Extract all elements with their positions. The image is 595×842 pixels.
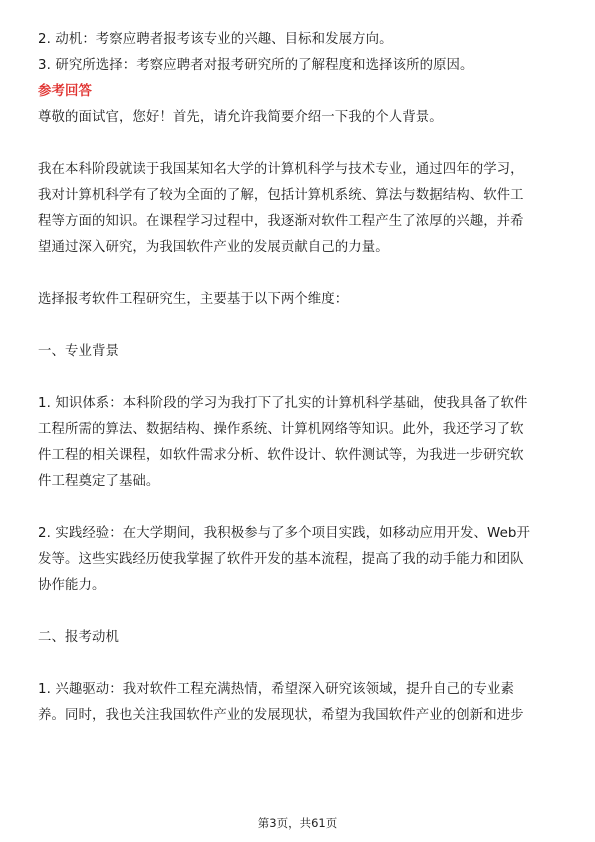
text-line: 我在本科阶段就读于我国某知名大学的计算机科学与技术专业，通过四年的学习，	[38, 162, 524, 177]
text-line: 养。同时，我也关注我国软件产业的发展现状，希望为我国软件产业的创新和进步	[38, 708, 524, 723]
text-line: 1. 兴趣驱动：我对软件工程充满热情，希望深入研究该领域，提升自己的专业素	[38, 682, 515, 697]
text-line: 3. 研究所选择：考察应聘者对报考研究所的了解程度和选择该所的原因。	[38, 58, 474, 73]
paragraph-gap	[38, 365, 558, 391]
text-line: 2. 实践经验：在大学期间，我积极参与了多个项目实践，如移动应用开发、Web开	[38, 526, 531, 541]
text-line: 协作能力。	[38, 578, 106, 593]
text-line: 选择报考软件工程研究生，主要基于以下两个维度：	[38, 292, 349, 307]
text-line: 件工程奠定了基础。	[38, 474, 160, 489]
reference-answer-heading: 参考回答	[38, 84, 92, 99]
text-line: 工程所需的算法、数据结构、操作系统、计算机网络等知识。此外，我还学习了软	[38, 422, 524, 437]
section-heading: 二、报考动机	[38, 630, 119, 645]
text-line: 件工程的相关课程，如软件需求分析、软件设计、软件测试等，为我进一步研究软	[38, 448, 524, 463]
paragraph-gap	[38, 131, 558, 157]
paragraph-gap	[38, 261, 558, 287]
text-line: 望通过深入研究，为我国软件产业的发展贡献自己的力量。	[38, 240, 389, 255]
paragraph-gap	[38, 651, 558, 677]
paragraph-gap	[38, 599, 558, 625]
section-heading: 一、专业背景	[38, 344, 119, 359]
text-line: 尊敬的面试官，您好！首先，请允许我简要介绍一下我的个人背景。	[38, 110, 443, 125]
text-line: 1. 知识体系：本科阶段的学习为我打下了扎实的计算机科学基础，使我具备了软件	[38, 396, 528, 411]
page-number: 第3页，共61页	[257, 816, 338, 830]
text-line: 2. 动机：考察应聘者报考该专业的兴趣、目标和发展方向。	[38, 32, 393, 47]
page-body	[38, 27, 558, 729]
text-line: 我对计算机科学有了较为全面的了解，包括计算机系统、算法与数据结构、软件工	[38, 188, 524, 203]
paragraph-gap	[38, 313, 558, 339]
text-line: 发等。这些实践经历使我掌握了软件开发的基本流程，提高了我的动手能力和团队	[38, 552, 524, 567]
text-line: 程等方面的知识。在课程学习过程中，我逐渐对软件工程产生了浓厚的兴趣，并希	[38, 214, 524, 229]
paragraph-gap	[38, 495, 558, 521]
